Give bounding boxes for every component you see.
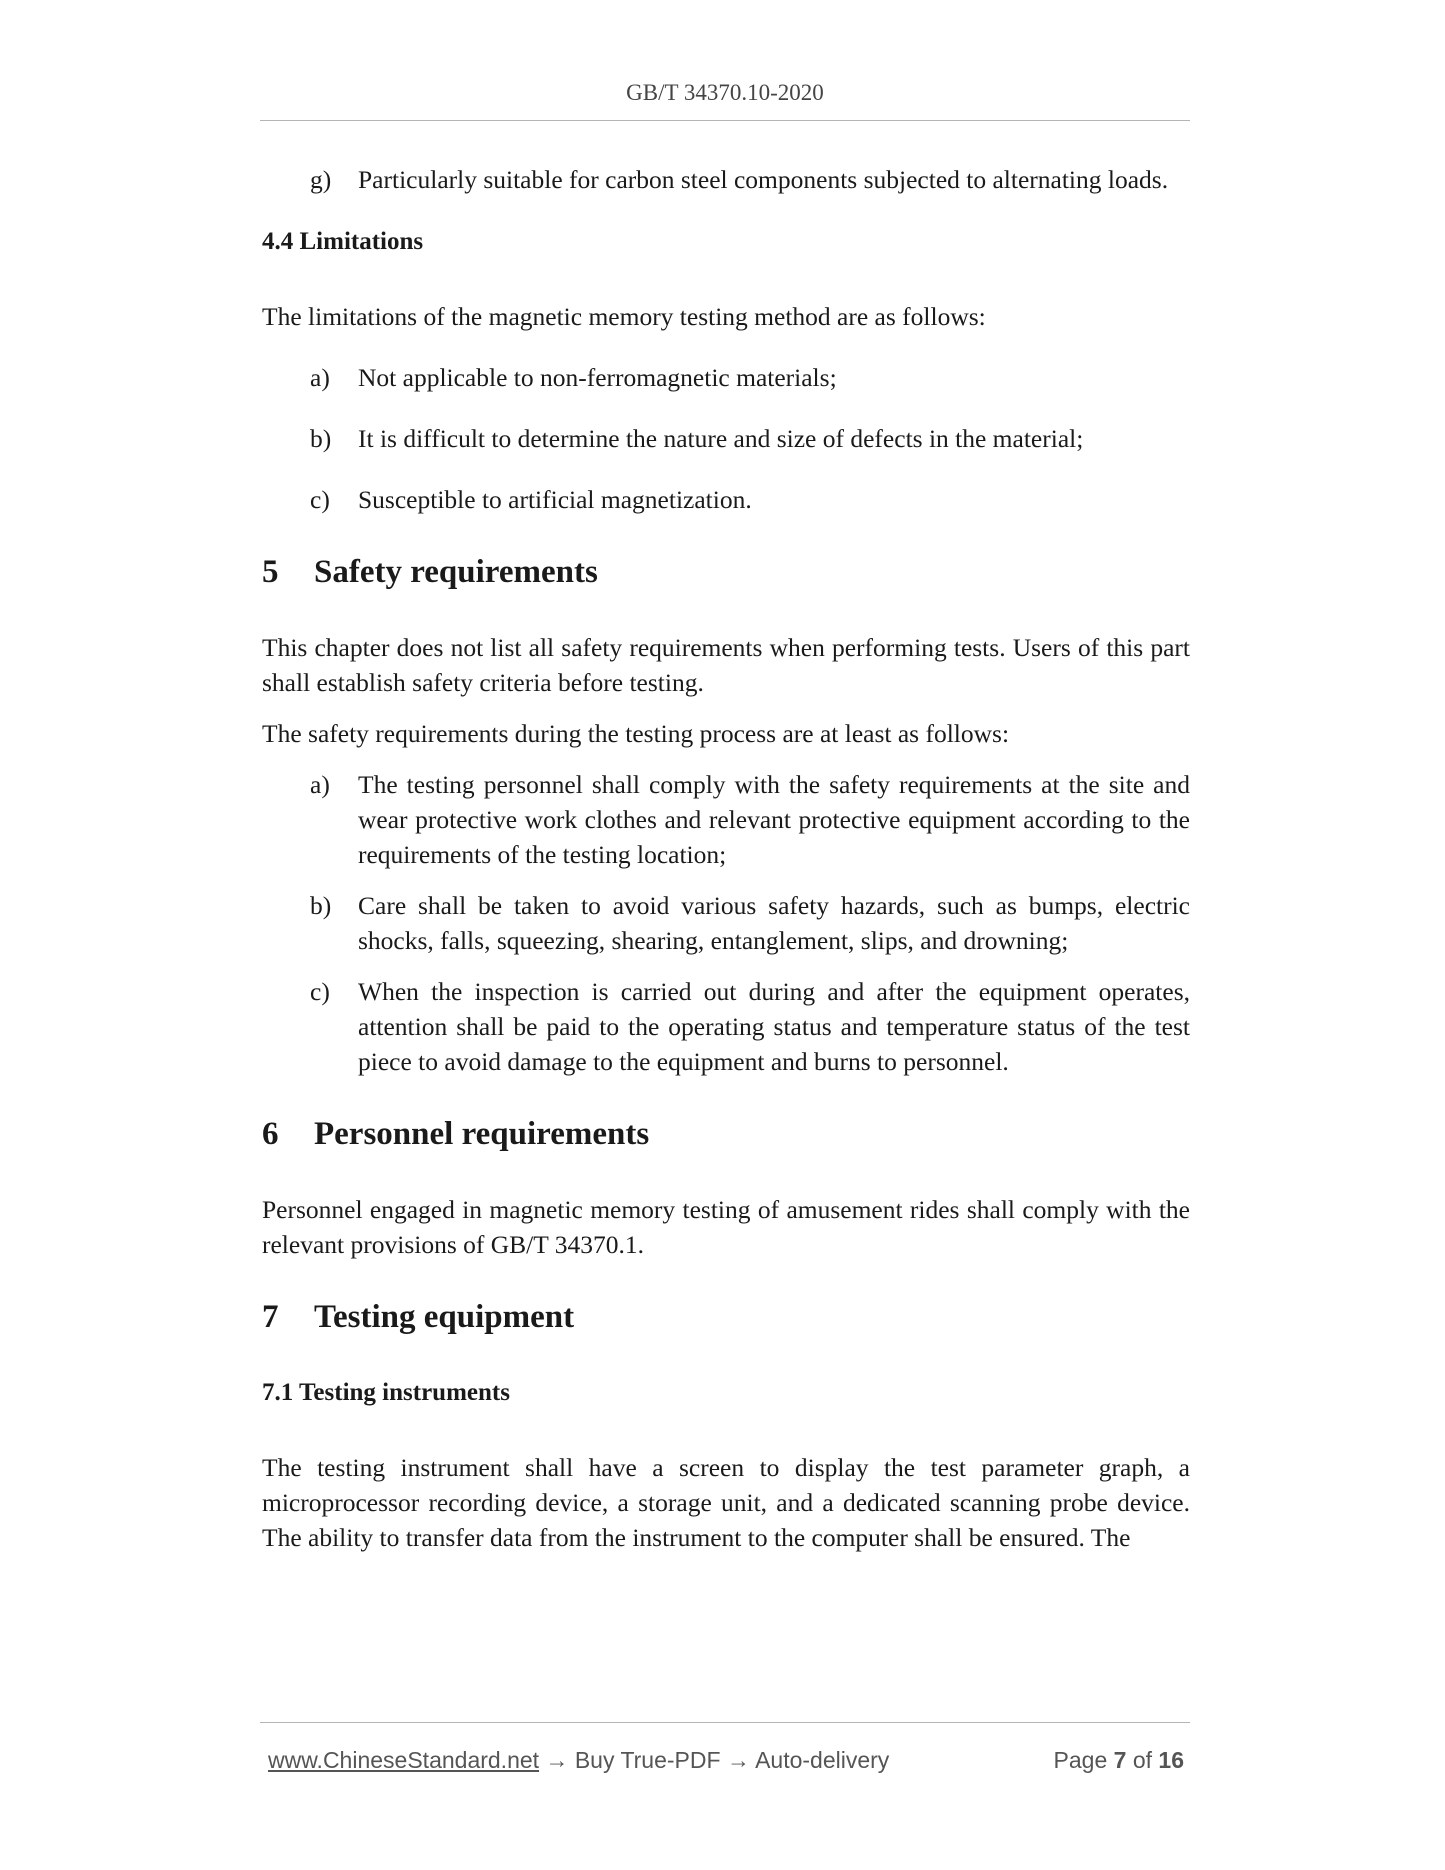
footer-links	[268, 1747, 889, 1774]
total-pages: 16	[1158, 1747, 1184, 1773]
list-label: a)	[310, 363, 330, 392]
section-number: 5	[262, 554, 279, 590]
list-item-limitation-a	[262, 360, 1190, 395]
auto-delivery-text: Auto-delivery	[755, 1747, 890, 1773]
list-text: Not applicable to non-ferromagnetic materials;	[358, 363, 837, 392]
list-item-limitation-b	[262, 421, 1190, 456]
list-item-safety-b	[262, 888, 1190, 958]
limitations-intro: The limitations of the magnetic memory testing method are as follows:	[262, 302, 986, 331]
page-content	[262, 162, 1190, 1555]
safety-paragraph-2: The safety requirements during the testing process are at least as follows:	[262, 719, 1010, 748]
footer-rule	[260, 1722, 1190, 1723]
list-text: When the inspection is carried out during and after the equipment operates, attention shall be paid to the operating status and temperature status of the test piece to avoid damage to the equipment and burns to personnel.	[358, 977, 1190, 1076]
arrow-right-icon: →	[545, 1747, 569, 1773]
section-heading-7-1: 7.1 Testing instruments	[262, 1379, 510, 1406]
list-text: The testing personnel shall comply with the safety requirements at the site and wear protective work clothes and relevant protective equipment according to the requirements of the testing location;	[358, 770, 1190, 869]
list-text: Susceptible to artificial magnetization.	[358, 485, 752, 514]
page-header: GB/T 34370.10-2020	[626, 80, 824, 105]
list-item-limitation-c	[262, 482, 1190, 517]
list-label: b)	[310, 891, 332, 920]
buy-pdf-link[interactable]: Buy True-PDF	[574, 1747, 721, 1773]
safety-paragraph-1: This chapter does not list all safety requirements when performing tests. Users of this part shall establish safety criteria before testing.	[262, 633, 1190, 697]
section-title: Testing equipment	[314, 1299, 575, 1335]
list-item-safety-c	[262, 974, 1190, 1079]
list-label: b)	[310, 424, 332, 453]
list-label: c)	[310, 485, 330, 514]
personnel-paragraph: Personnel engaged in magnetic memory testing of amusement rides shall comply with the relevant provisions of GB/T 34370.1.	[262, 1195, 1190, 1259]
header-rule	[260, 120, 1190, 121]
page-word: Page	[1053, 1747, 1108, 1773]
section-number: 6	[262, 1116, 279, 1152]
of-word: of	[1132, 1747, 1153, 1773]
section-number: 7	[262, 1299, 279, 1335]
site-link[interactable]: www.ChineseStandard.net	[268, 1747, 540, 1773]
list-text: It is difficult to determine the nature and size of defects in the material;	[358, 424, 1084, 453]
section-heading-7	[262, 1297, 1190, 1337]
list-label: a)	[310, 770, 330, 799]
list-item-g	[262, 162, 1190, 197]
instruments-paragraph: The testing instrument shall have a screen to display the test parameter graph, a microprocessor recording device, a storage unit, and a dedicated scanning probe device. The ability to transfer data from the instrument to the computer shall be ensured. The	[262, 1453, 1190, 1552]
list-label: c)	[310, 977, 330, 1006]
section-heading-4-4: 4.4 Limitations	[262, 228, 424, 255]
list-text: Care shall be taken to avoid various safety hazards, such as bumps, electric shocks, falls, squeezing, shearing, entanglement, slips, and drowning;	[358, 891, 1190, 955]
section-heading-6	[262, 1114, 1190, 1154]
page-number: 7	[1113, 1747, 1127, 1773]
list-item-safety-a	[262, 767, 1190, 872]
page-indicator	[1054, 1747, 1184, 1774]
section-title: Personnel requirements	[314, 1116, 650, 1152]
list-label: g)	[310, 165, 332, 194]
arrow-right-icon: →	[726, 1747, 750, 1773]
section-heading-5	[262, 552, 1190, 592]
section-title: Safety requirements	[314, 554, 598, 590]
list-text: Particularly suitable for carbon steel components subjected to alternating loads.	[358, 165, 1169, 194]
